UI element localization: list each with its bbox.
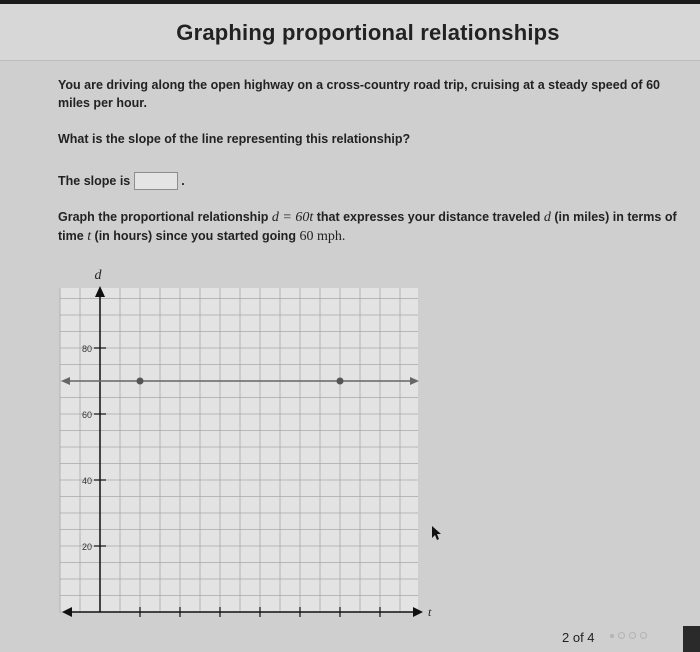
x-axis-label: t (428, 605, 432, 619)
page-indicator: 2 of 4 (562, 630, 595, 645)
graph-prompt-part4: (in hours) since you started going (91, 229, 300, 243)
graph-prompt-part1: Graph the proportional relationship (58, 210, 272, 224)
pagination-dots (610, 632, 647, 639)
pagination-dot-icon[interactable] (640, 632, 647, 639)
graph-prompt-part3: (in miles) in terms of time (58, 210, 677, 243)
slope-question: What is the slope of the line representing this relationship? (58, 132, 411, 146)
slope-label: The slope is (58, 174, 131, 188)
var-d: d (543, 210, 551, 225)
slope-period: . (181, 174, 185, 188)
y-tick-label: 80 (81, 344, 92, 354)
graph-grid (60, 288, 418, 612)
pagination-dot-icon[interactable] (618, 632, 625, 639)
problem-intro: You are driving along the open highway on a cross-country road trip, cruising at a steady speed of 60 miles per hour. (58, 78, 660, 110)
equation: d = 60t (271, 210, 314, 225)
line-point-handle[interactable] (337, 378, 344, 385)
var-t: t (87, 229, 92, 244)
y-tick-label: 60 (81, 410, 92, 420)
pagination-dot-icon (610, 634, 614, 638)
mouse-cursor-icon (430, 525, 442, 541)
page-title: Graphing proportional relationships (176, 20, 560, 45)
graph-prompt-part2: that expresses your distance traveled (313, 210, 544, 224)
grid-background (60, 288, 418, 612)
line-point-handle[interactable] (137, 378, 144, 385)
speed-text: 60 mph. (299, 229, 346, 244)
pagination-dot-icon[interactable] (629, 632, 636, 639)
corner-decoration (683, 626, 700, 652)
y-tick-label: 40 (81, 476, 92, 486)
y-tick-label: 20 (81, 542, 92, 552)
y-axis-label: d (94, 268, 102, 283)
